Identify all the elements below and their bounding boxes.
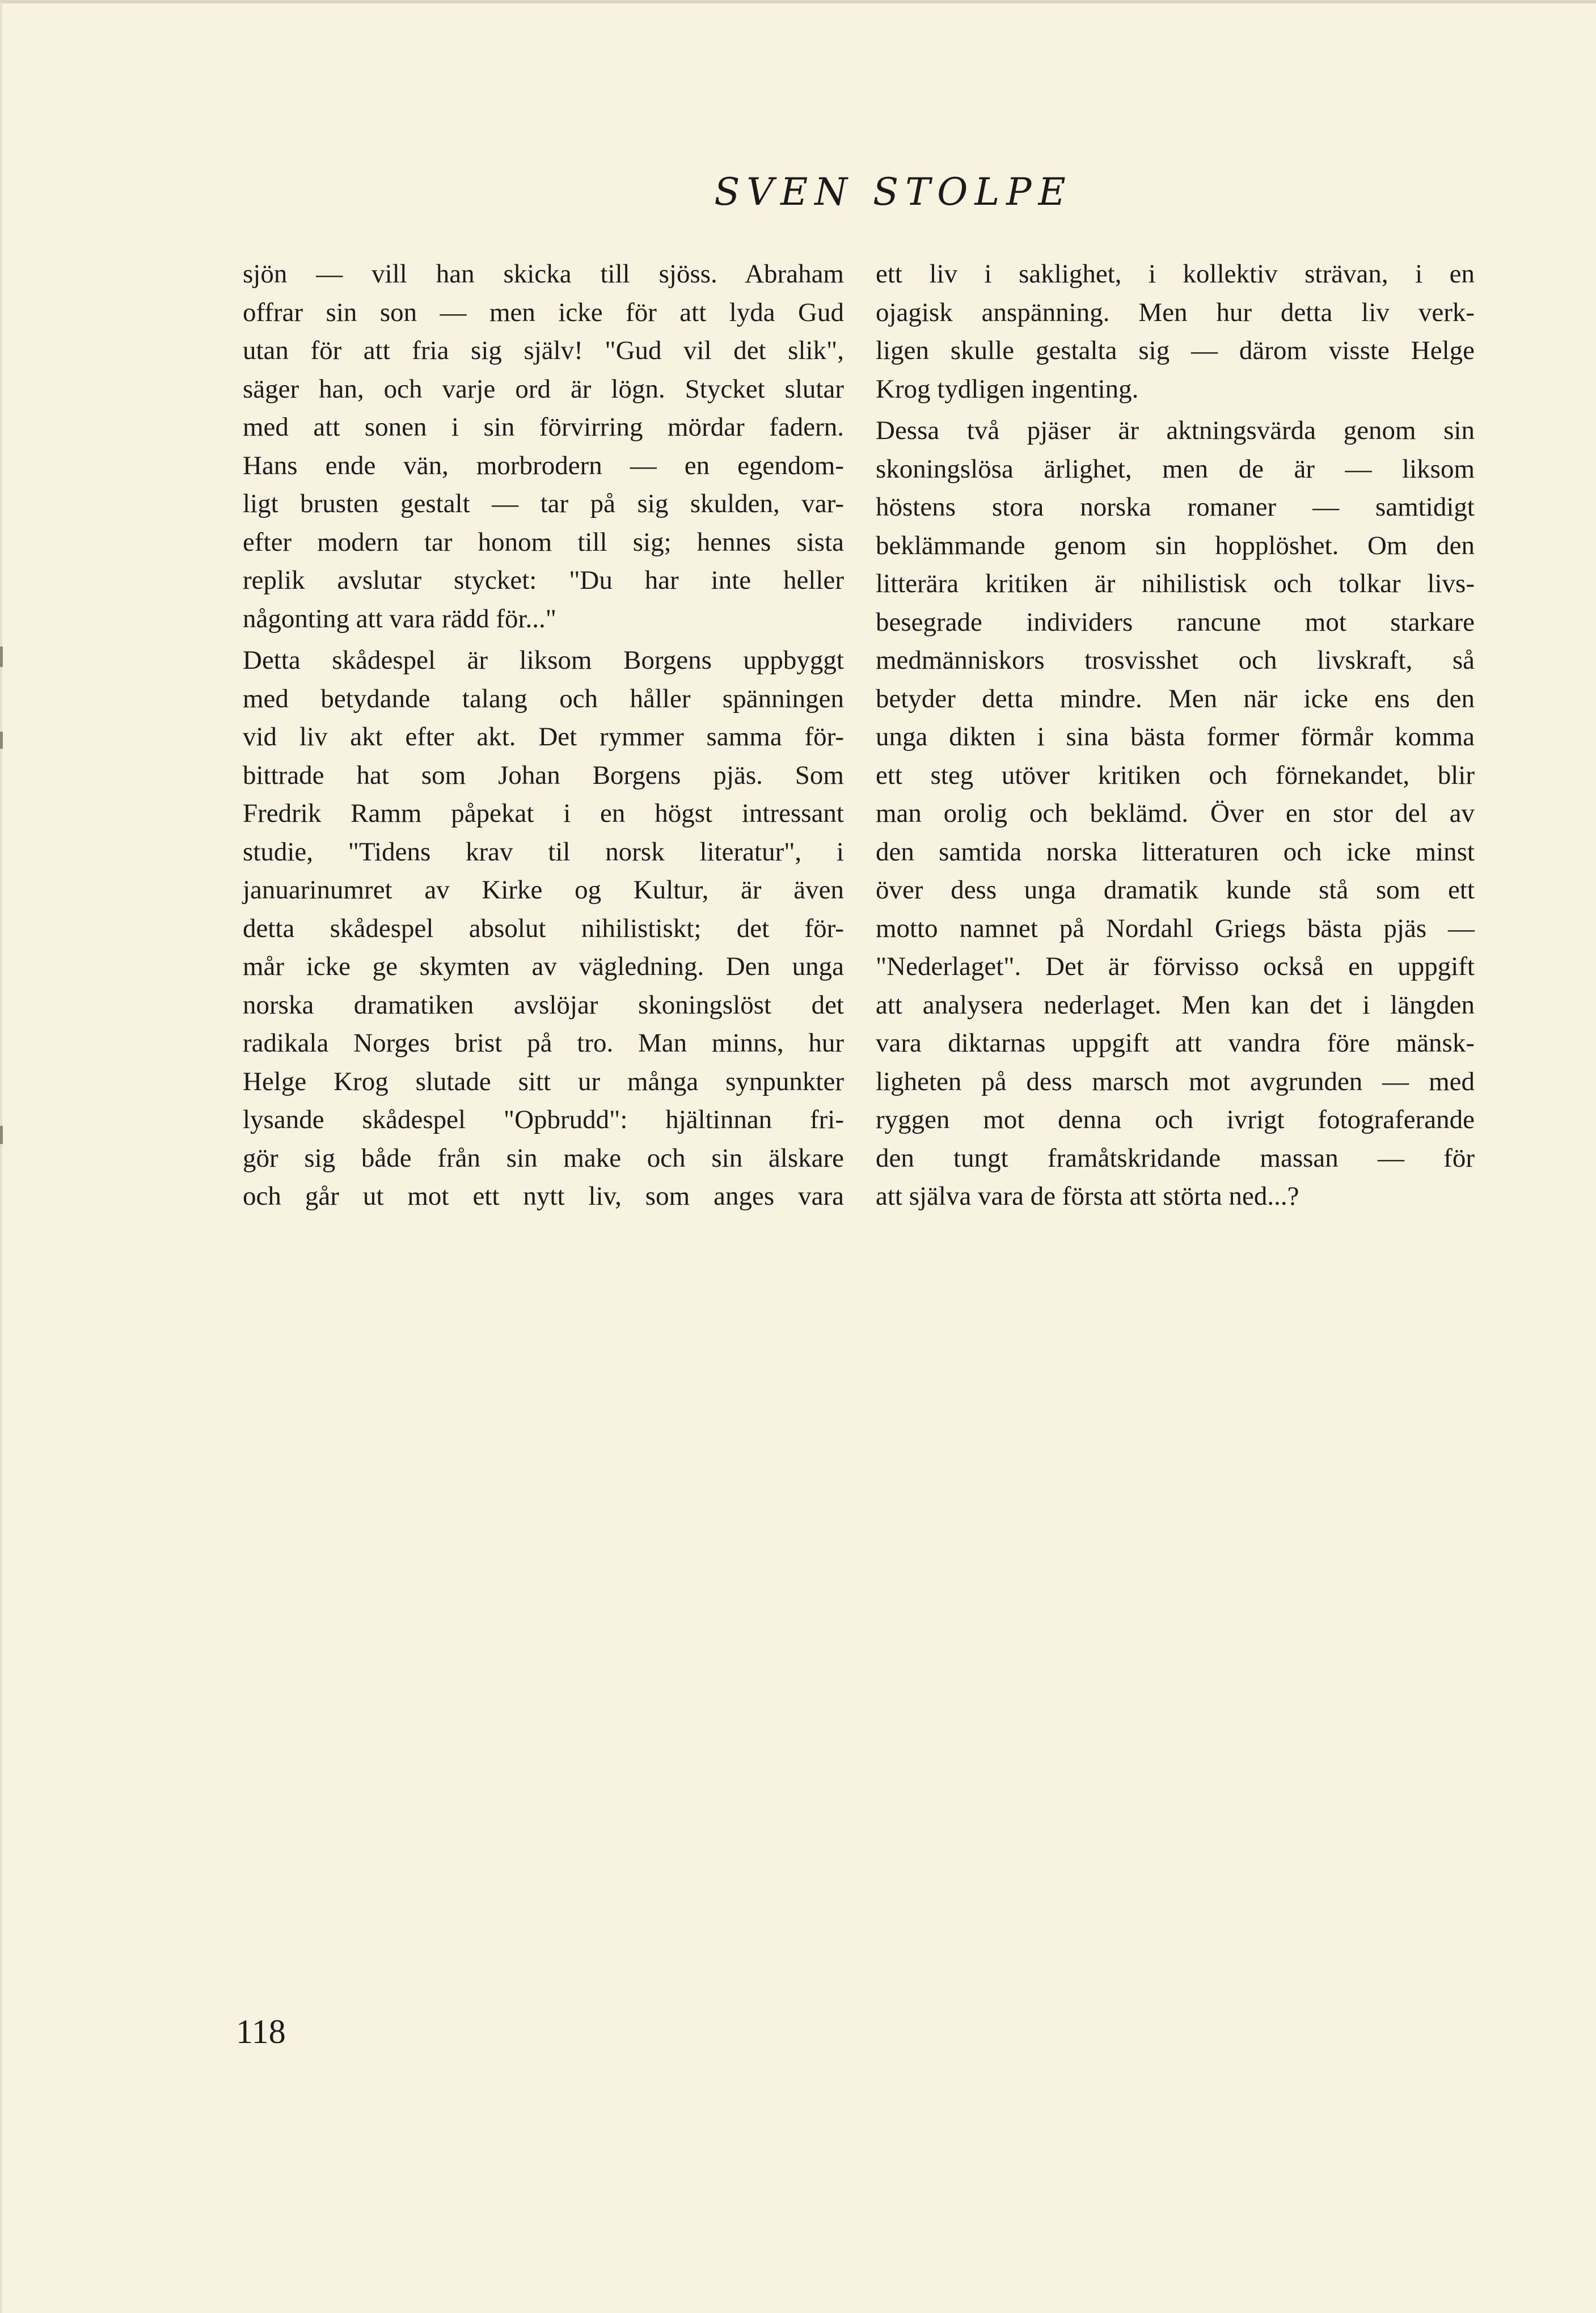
text-line: offrar sin son — men icke för att lyda Gud <box>243 297 844 327</box>
text-line: lysande skådespel "Opbrudd": hjältinnan fri- <box>243 1105 844 1134</box>
binding-mark <box>0 732 3 749</box>
text-line: den tungt framåtskridande massan — för <box>876 1143 1475 1173</box>
text-line: betyder detta mindre. Men när icke ens den <box>876 683 1475 714</box>
left-column <box>243 255 844 1216</box>
right-column <box>876 255 1475 1216</box>
text-line: unga dikten i sina bästa former förmår komma <box>876 722 1475 752</box>
text-line: man orolig och beklämd. Över en stor del av <box>876 799 1475 828</box>
text-line: ojagisk anspänning. Men hur detta liv verk- <box>876 297 1475 327</box>
text-line: säger han, och varje ord är lögn. Stycket slutar <box>243 374 844 404</box>
text-line: att själva vara de första att störta ned...? <box>876 1181 1299 1211</box>
text-line: vara diktarnas uppgift att vandra före mänsk- <box>876 1028 1475 1058</box>
text-line: besegrade individers rancune mot starkare <box>876 607 1475 637</box>
text-line: vid liv akt efter akt. Det rymmer samma för- <box>243 722 844 752</box>
text-line: med att sonen i sin förvirring mördar fadern. <box>243 412 844 442</box>
text-line: "Nederlaget". Det är förvisso också en uppgift <box>876 952 1475 981</box>
text-line: ett steg utöver kritiken och förnekandet, blir <box>876 760 1475 790</box>
text-line: Helge Krog slutade sitt ur många synpunkter <box>243 1066 844 1096</box>
text-line: gör sig både från sin make och sin älskare <box>243 1143 844 1173</box>
text-line: medmänniskors trosvisshet och livskraft, så <box>876 645 1475 675</box>
binding-mark <box>0 1126 3 1144</box>
text-line: och går ut mot ett nytt liv, som anges vara <box>243 1181 844 1211</box>
text-line: litterära kritiken är nihilistisk och tolkar livs- <box>876 569 1475 598</box>
text-line: ligheten på dess marsch mot avgrunden — med <box>876 1066 1475 1096</box>
binding-mark <box>0 647 3 667</box>
text-line: ligt brusten gestalt — tar på sig skulden, var- <box>243 489 844 518</box>
text-line: beklämmande genom sin hopplöshet. Om den <box>876 530 1475 560</box>
text-line: Krog tydligen ingenting. <box>876 374 1139 404</box>
text-line: någonting att vara rädd för..." <box>243 603 556 634</box>
text-line: utan för att fria sig själv! "Gud vil det slik", <box>243 336 844 365</box>
text-line: Dessa två pjäser är aktningsvärda genom sin <box>876 416 1475 445</box>
page-number: 118 <box>236 2013 286 2050</box>
text-line: den samtida norska litteraturen och icke minst <box>876 837 1475 867</box>
text-line: efter modern tar honom till sig; hennes sista <box>243 527 844 557</box>
text-line: att analysera nederlaget. Men kan det i längden <box>876 990 1475 1020</box>
text-line: med betydande talang och håller spänningen <box>243 683 844 714</box>
text-line: motto namnet på Nordahl Griegs bästa pjäs — <box>876 913 1475 943</box>
text-line: över dess unga dramatik kunde stå som ett <box>876 875 1475 905</box>
text-line: mår icke ge skymten av vägledning. Den unga <box>243 952 844 981</box>
text-line: detta skådespel absolut nihilistiskt; det för- <box>243 913 844 943</box>
text-line: januarinumret av Kirke og Kultur, är även <box>243 875 844 905</box>
running-head: SVEN STOLPE <box>714 170 1073 214</box>
text-line: replik avslutar stycket: "Du har inte heller <box>243 565 844 595</box>
text-line: norska dramatiken avslöjar skoningslöst det <box>243 990 844 1020</box>
text-line: Hans ende vän, morbrodern — en egendom- <box>243 450 844 480</box>
text-line: Detta skådespel är liksom Borgens uppbyggt <box>243 645 844 675</box>
text-line: ligen skulle gestalta sig — därom visste Helge <box>876 336 1475 365</box>
text-line: ryggen mot denna och ivrigt fotograferande <box>876 1105 1475 1134</box>
text-line: ett liv i saklighet, i kollektiv strävan, i en <box>876 259 1475 289</box>
text-line: bittrade hat som Johan Borgens pjäs. Som <box>243 760 844 790</box>
text-line: Fredrik Ramm påpekat i en högst intressant <box>243 799 844 828</box>
text-line: sjön — vill han skicka till sjöss. Abraham <box>243 259 844 289</box>
text-line: radikala Norges brist på tro. Man minns, hur <box>243 1028 844 1058</box>
text-line: studie, "Tidens krav til norsk literatur", i <box>243 837 844 867</box>
text-line: höstens stora norska romaner — samtidigt <box>876 492 1475 522</box>
text-line: skoningslösa ärlighet, men de är — liksom <box>876 454 1475 484</box>
